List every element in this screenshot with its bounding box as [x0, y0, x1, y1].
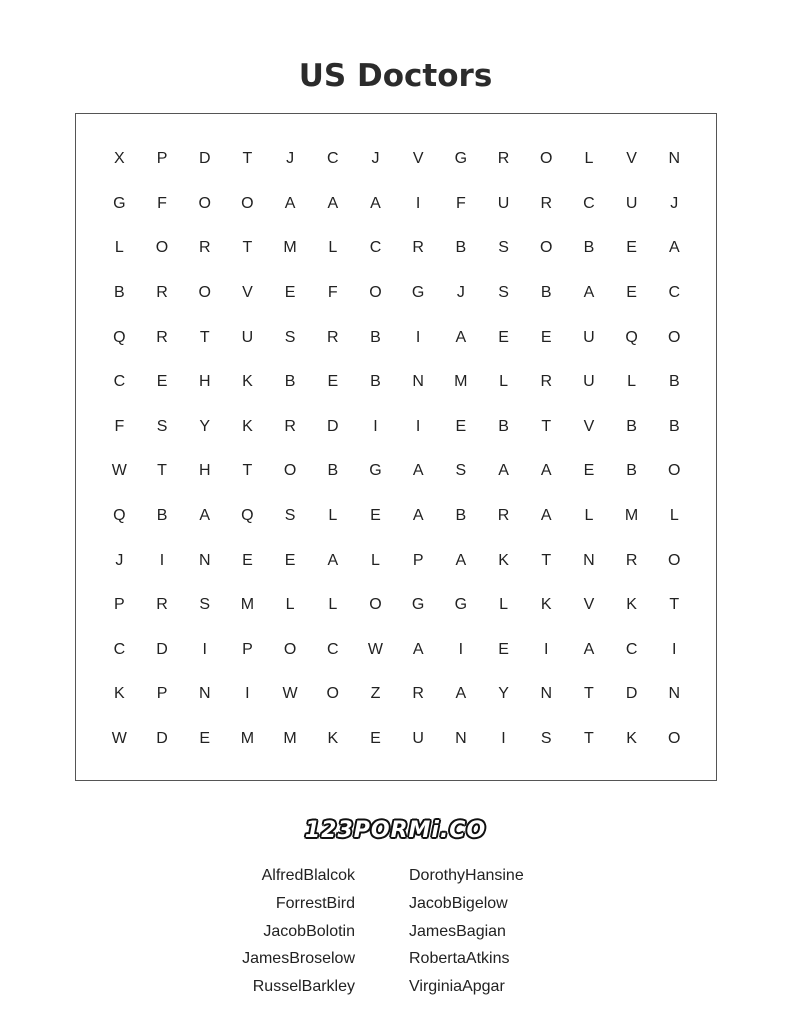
grid-letter: K: [114, 685, 125, 703]
grid-letter: I: [415, 417, 421, 435]
grid-letter: T: [157, 462, 167, 480]
grid-letter: L: [328, 239, 338, 257]
grid-letter: E: [242, 551, 253, 569]
grid-letter: R: [497, 507, 510, 525]
grid-letter: R: [327, 328, 339, 346]
grid-letter: B: [455, 239, 467, 257]
grid-letter: X: [114, 150, 125, 168]
grid-letter: S: [455, 462, 467, 480]
grid-letter: I: [672, 640, 677, 658]
grid-letter: S: [156, 417, 168, 435]
grid-letter: A: [540, 507, 552, 525]
grid-letter: J: [371, 150, 380, 168]
grid-letter: T: [242, 462, 253, 480]
grid-letter: O: [241, 194, 254, 212]
grid-letter: S: [540, 730, 552, 748]
grid-letter: N: [198, 551, 211, 569]
grid-letter: P: [242, 640, 253, 658]
grid-letter: R: [412, 685, 424, 703]
grid-letter: Z: [370, 685, 381, 703]
grid-letter: S: [498, 284, 509, 302]
grid-letter: E: [455, 417, 467, 435]
grid-letter: W: [282, 685, 298, 703]
grid-letter: C: [113, 640, 126, 658]
grid-letter: K: [242, 373, 253, 391]
grid-letter: J: [115, 551, 124, 569]
grid-letter: T: [242, 150, 253, 168]
grid-letter: U: [497, 194, 510, 212]
grid-letter: O: [283, 640, 297, 658]
puzzle-grid-frame: [75, 113, 717, 781]
grid-letter: C: [625, 640, 638, 658]
grid-letter: I: [202, 640, 207, 658]
grid-letter: U: [583, 373, 595, 391]
grid-letter: W: [367, 640, 384, 658]
grid-letter: F: [157, 194, 167, 212]
grid-letter: I: [415, 328, 421, 346]
grid-letter: V: [626, 150, 637, 168]
grid-letter: G: [411, 596, 425, 614]
grid-letter: E: [498, 640, 509, 658]
grid-letter: N: [198, 685, 211, 703]
grid-letter: L: [584, 150, 594, 168]
grid-letter: O: [369, 284, 382, 302]
grid-letter: C: [327, 640, 339, 658]
grid-letter: D: [198, 150, 211, 168]
grid-letter: O: [668, 551, 681, 569]
grid-letter: K: [242, 417, 253, 435]
letter-grid: [98, 137, 696, 761]
grid-letter: N: [540, 685, 552, 703]
grid-letter: B: [370, 373, 381, 391]
grid-letter: N: [668, 150, 681, 168]
grid-letter: E: [626, 284, 637, 302]
grid-letter: A: [412, 640, 424, 658]
grid-letter: P: [114, 596, 125, 614]
grid-letter: H: [198, 462, 211, 480]
grid-letter: M: [283, 239, 297, 257]
grid-letter: F: [327, 284, 338, 302]
grid-letter: H: [198, 373, 211, 391]
grid-letter: F: [455, 194, 466, 212]
grid-letter: B: [370, 328, 381, 346]
grid-letter: B: [455, 507, 467, 525]
grid-letter: A: [498, 462, 509, 480]
grid-letter: A: [455, 328, 467, 346]
grid-letter: V: [242, 284, 253, 302]
grid-letter: T: [584, 685, 594, 703]
grid-letter: A: [199, 507, 211, 525]
grid-letter: B: [498, 417, 509, 435]
grid-letter: J: [286, 150, 295, 168]
grid-letter: L: [669, 507, 679, 525]
grid-letter: C: [113, 373, 126, 391]
grid-letter: M: [624, 507, 639, 525]
grid-letter: A: [412, 507, 424, 525]
grid-letter: R: [156, 328, 168, 346]
grid-letter: L: [627, 373, 637, 391]
brand-logo: 123PORMi.CO: [304, 818, 487, 843]
grid-letter: L: [371, 551, 380, 569]
grid-letter: B: [668, 417, 680, 435]
grid-letter: R: [284, 417, 296, 435]
grid-letter: A: [540, 462, 552, 480]
grid-letter: E: [284, 551, 296, 569]
grid-letter: M: [454, 373, 468, 391]
grid-letter: A: [284, 194, 296, 212]
word-list-item: JamesBagian: [409, 922, 506, 940]
word-list-right-column: [409, 862, 524, 1001]
grid-letter: F: [114, 417, 125, 435]
grid-letter: A: [327, 194, 339, 212]
grid-letter: B: [327, 462, 339, 480]
grid-letter: Q: [241, 507, 254, 525]
grid-letter: R: [156, 596, 168, 614]
grid-letter: Q: [113, 507, 126, 525]
grid-letter: U: [625, 194, 638, 212]
grid-letter: E: [498, 328, 509, 346]
grid-letter: E: [540, 328, 552, 346]
word-list-item: ForrestBird: [275, 894, 355, 912]
grid-letter: T: [669, 596, 680, 614]
grid-letter: A: [370, 194, 381, 212]
grid-letter: M: [240, 596, 255, 614]
grid-letter: M: [283, 730, 297, 748]
grid-letter: C: [583, 194, 595, 212]
grid-letter: L: [584, 507, 594, 525]
grid-letter: V: [583, 596, 595, 614]
grid-letter: R: [540, 373, 552, 391]
grid-letter: N: [412, 373, 424, 391]
word-list-item: RusselBarkley: [252, 978, 355, 996]
grid-letter: T: [541, 551, 552, 569]
grid-letter: K: [498, 551, 509, 569]
grid-letter: E: [199, 730, 211, 748]
grid-letter: I: [415, 194, 421, 212]
grid-letter: B: [626, 462, 637, 480]
grid-letter: Q: [625, 328, 638, 346]
grid-letter: A: [327, 551, 339, 569]
grid-letter: N: [455, 730, 467, 748]
word-list-item: RobertaAtkins: [409, 950, 510, 968]
grid-letter: B: [668, 373, 680, 391]
grid-letter: D: [156, 730, 168, 748]
grid-letter: T: [199, 328, 210, 346]
grid-letter: T: [584, 730, 594, 748]
grid-letter: L: [285, 596, 295, 614]
grid-letter: Q: [113, 328, 126, 346]
grid-letter: R: [497, 150, 510, 168]
grid-letter: N: [583, 551, 595, 569]
grid-letter: I: [373, 417, 378, 435]
grid-letter: O: [155, 239, 169, 257]
grid-letter: U: [241, 328, 254, 346]
grid-letter: O: [326, 685, 339, 703]
grid-letter: D: [156, 640, 168, 658]
word-list-item: JacobBolotin: [263, 922, 355, 940]
grid-letter: E: [370, 507, 381, 525]
grid-letter: R: [198, 239, 211, 257]
grid-letter: A: [668, 239, 680, 257]
grid-letter: A: [455, 685, 467, 703]
word-list-item: AlfredBlalcok: [261, 867, 355, 884]
page-title: US Doctors: [298, 58, 493, 94]
grid-letter: G: [454, 596, 468, 614]
grid-letter: G: [411, 284, 425, 302]
grid-letter: I: [245, 685, 250, 703]
grid-letter: E: [156, 373, 168, 391]
grid-letter: S: [284, 507, 296, 525]
grid-letter: L: [328, 507, 338, 525]
grid-letter: T: [242, 239, 253, 257]
grid-letter: K: [327, 730, 339, 748]
grid-letter: O: [668, 328, 681, 346]
grid-letter: O: [539, 239, 553, 257]
grid-letter: N: [668, 685, 681, 703]
grid-letter: M: [240, 730, 255, 748]
grid-letter: K: [540, 596, 552, 614]
grid-letter: E: [284, 284, 296, 302]
grid-letter: R: [540, 194, 552, 212]
grid-letter: C: [668, 284, 681, 302]
grid-letter: L: [499, 596, 508, 614]
grid-letter: K: [626, 730, 637, 748]
grid-letter: C: [327, 150, 339, 168]
grid-letter: W: [111, 730, 127, 748]
grid-letter: E: [327, 373, 339, 391]
grid-letter: S: [284, 328, 296, 346]
grid-letter: D: [327, 417, 339, 435]
grid-letter: P: [156, 685, 168, 703]
grid-letter: B: [626, 417, 637, 435]
grid-letter: O: [198, 284, 211, 302]
grid-letter: W: [111, 462, 127, 480]
grid-letter: P: [412, 551, 424, 569]
grid-letter: I: [159, 551, 165, 569]
grid-letter: O: [668, 462, 681, 480]
grid-letter: A: [583, 640, 595, 658]
grid-letter: E: [626, 239, 637, 257]
grid-letter: A: [455, 551, 467, 569]
grid-letter: O: [539, 150, 553, 168]
grid-letter: B: [156, 507, 168, 525]
grid-letter: I: [501, 730, 506, 748]
grid-letter: O: [668, 730, 681, 748]
grid-letter: L: [114, 239, 124, 257]
grid-letter: J: [456, 284, 465, 302]
grid-letter: O: [283, 462, 297, 480]
grid-letter: Y: [199, 417, 211, 435]
word-list-item: JacobBigelow: [409, 894, 508, 912]
grid-letter: U: [412, 730, 424, 748]
grid-letter: Y: [498, 685, 509, 703]
word-list-item: DorothyHansine: [409, 867, 524, 884]
grid-letter: I: [458, 640, 464, 658]
grid-letter: I: [543, 640, 549, 658]
grid-letter: O: [198, 194, 211, 212]
word-list-item: VirginiaApgar: [409, 978, 505, 996]
grid-letter: S: [199, 596, 211, 614]
grid-letter: J: [670, 194, 679, 212]
grid-letter: B: [284, 373, 296, 391]
grid-letter: K: [626, 596, 637, 614]
grid-letter: T: [541, 417, 552, 435]
grid-letter: R: [625, 551, 638, 569]
grid-letter: P: [156, 150, 168, 168]
grid-letter: B: [583, 239, 595, 257]
grid-letter: R: [156, 284, 168, 302]
grid-letter: V: [412, 150, 424, 168]
grid-letter: O: [369, 596, 382, 614]
grid-letter: G: [454, 150, 468, 168]
grid-letter: V: [583, 417, 595, 435]
grid-letter: S: [498, 239, 509, 257]
grid-letter: L: [499, 373, 508, 391]
grid-letter: G: [113, 194, 126, 212]
grid-letter: R: [412, 239, 424, 257]
grid-letter: G: [369, 462, 382, 480]
grid-letter: L: [328, 596, 338, 614]
grid-letter: D: [625, 685, 638, 703]
word-list-left-column: [242, 862, 355, 1001]
grid-letter: A: [412, 462, 424, 480]
grid-letter: C: [369, 239, 382, 257]
grid-letter: B: [114, 284, 125, 302]
grid-letter: U: [583, 328, 595, 346]
word-list-item: JamesBroselow: [242, 950, 355, 968]
grid-letter: B: [540, 284, 552, 302]
grid-letter: E: [370, 730, 381, 748]
grid-letter: A: [583, 284, 595, 302]
grid-letter: E: [583, 462, 595, 480]
